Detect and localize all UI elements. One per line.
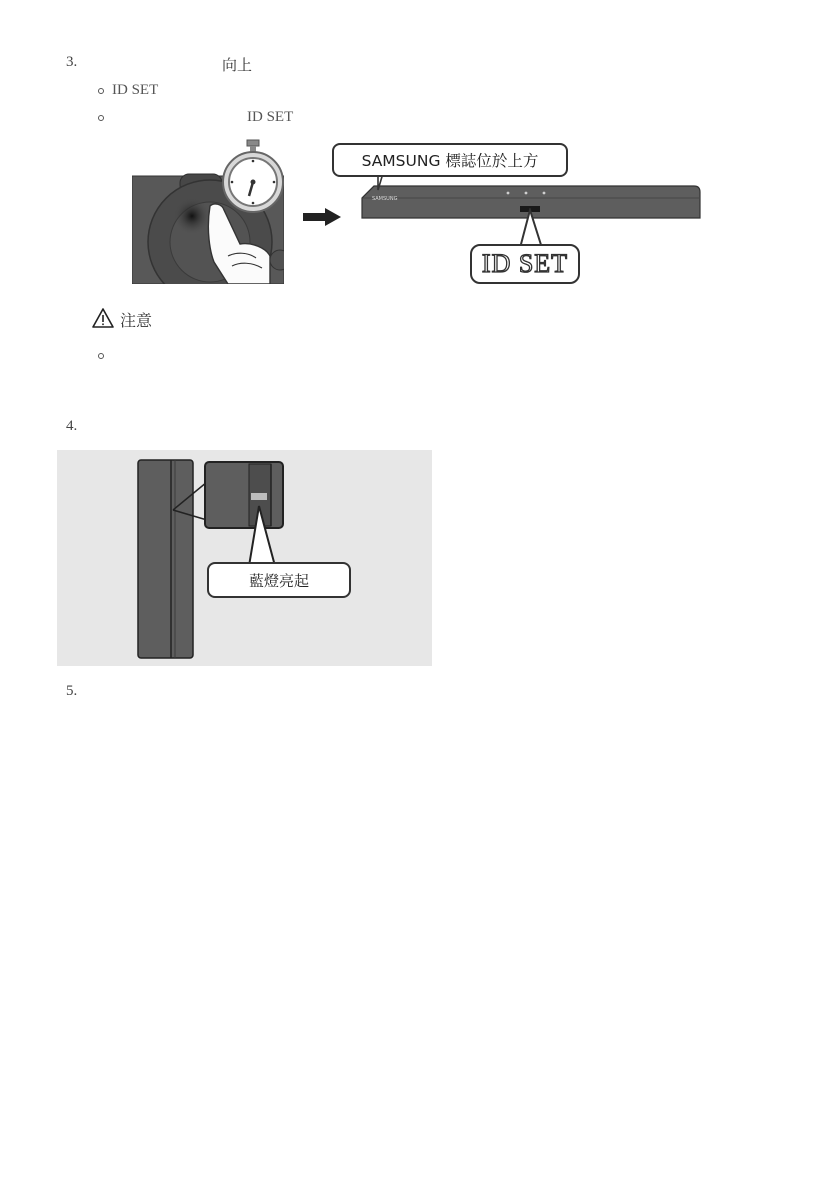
step-5-number: 5. — [66, 683, 78, 699]
logo-position-callout-text: SAMSUNG 標誌位於上方 — [361, 152, 539, 170]
speaker-led-illustration — [57, 450, 432, 666]
blue-led-callout-text: 藍燈亮起 — [248, 571, 309, 590]
step-3-bullet-1-idset: ID SET — [112, 82, 159, 98]
logo-position-callout — [332, 143, 568, 177]
arrow-right-icon — [303, 208, 341, 226]
idset-callout — [470, 244, 580, 284]
bullet-marker — [98, 88, 104, 94]
step-3-text: 向上 — [222, 56, 253, 74]
svg-text:SAMSUNG: SAMSUNG — [372, 196, 398, 202]
blue-led-callout — [207, 562, 351, 598]
warning-icon — [91, 307, 115, 329]
caution-title: 注意 — [120, 311, 153, 330]
stopwatch-icon — [218, 138, 288, 214]
step-4-number: 4. — [66, 418, 78, 434]
bullet-marker — [98, 115, 104, 121]
rear-speaker-image — [57, 450, 432, 666]
bullet-marker — [98, 353, 104, 359]
step-3-bullet-2-idset: ID SET — [247, 109, 294, 125]
step-3-number: 3. — [66, 54, 78, 70]
idset-callout-text: ID SET — [481, 249, 569, 278]
idset-callout-pointer — [512, 208, 548, 248]
